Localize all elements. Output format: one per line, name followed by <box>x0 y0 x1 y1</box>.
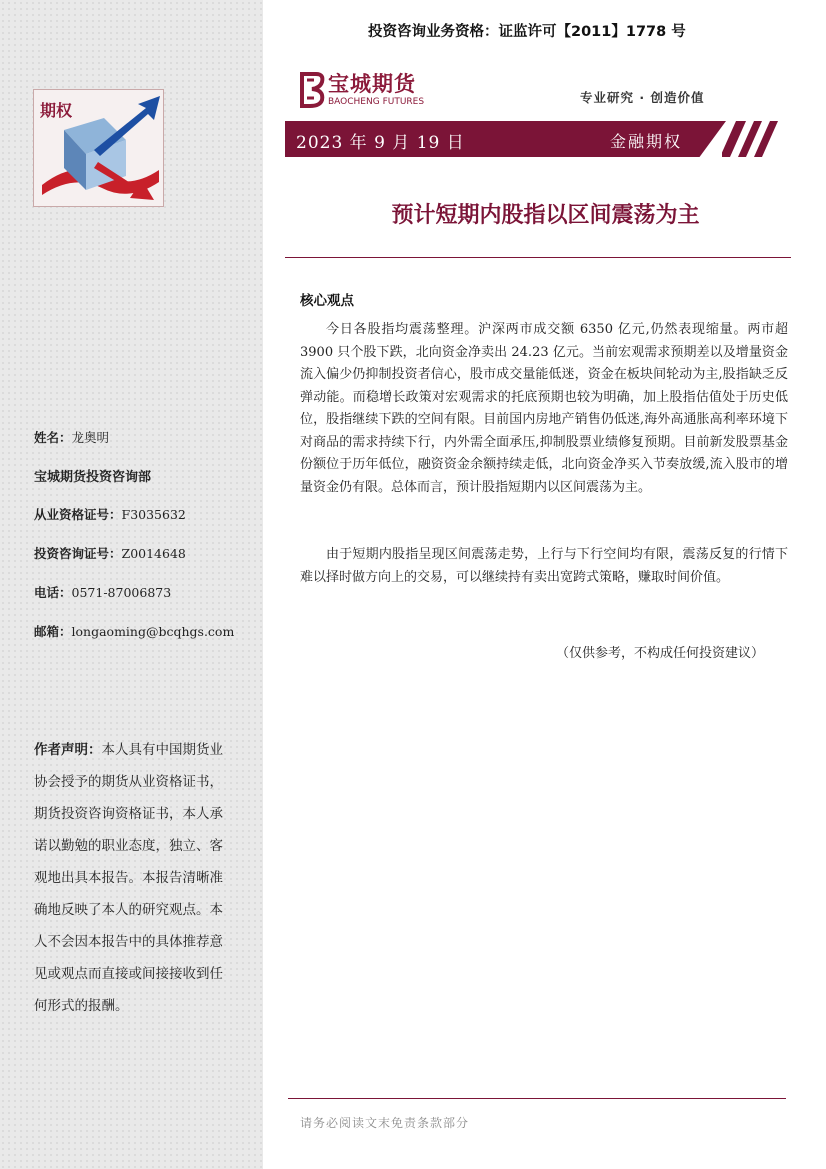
footer-divider <box>288 1098 786 1099</box>
brand-name: 宝城期货 <box>328 72 416 96</box>
section-heading: 核心观点 <box>300 293 354 309</box>
name-value: 龙奥明 <box>71 430 110 445</box>
report-category: 金融期权 <box>610 132 683 151</box>
declaration-label: 作者声明： <box>34 742 102 758</box>
declaration-text: 本人具有中国期货业协会授予的期货从业资格证书，期货投资咨询资格证书，本人承诺以勤勉的职业态度，独立、客观地出具本报告。本报告清晰准确地反映了本人的研究观点。本人不会因本报告中的具体推荐意见或观点而直接或间接接收到任何形式的报酬。 <box>34 742 223 1014</box>
author-name-field <box>34 428 109 446</box>
options-logo-image <box>33 89 164 207</box>
reference-note: （仅供参考，不构成任何投资建议） <box>556 646 765 661</box>
email-label: 邮箱： <box>34 624 72 639</box>
author-declaration <box>34 734 234 1022</box>
org-name: 宝城期货投资咨询部 <box>34 470 152 485</box>
brand-emblem-icon <box>298 70 326 108</box>
consult-label: 投资咨询证号： <box>34 546 122 561</box>
phone-field <box>34 583 171 601</box>
title-divider <box>285 257 791 258</box>
slogan: 专业研究 · 创造价值 <box>580 90 705 105</box>
license-line: 投资咨询业务资格：证监许可【2011】1778 号 <box>368 24 686 40</box>
brand-english: BAOCHENG FUTURES <box>328 97 425 107</box>
report-title: 预计短期内股指以区间震荡为主 <box>391 203 700 228</box>
name-label: 姓名： <box>34 430 72 445</box>
qual-value: F3035632 <box>121 507 186 522</box>
sidebar <box>0 0 263 1169</box>
brand-logo <box>298 70 448 110</box>
consult-field <box>34 544 186 562</box>
paragraph-1: 今日各股指均震荡整理。沪深两市成交额 6350 亿元,仍然表现缩量。两市超 3900 只个股下跌，北向资金净卖出 24.23 亿元。当前宏观需求预期差以及增量资金流入偏少仍抑制投资者信心，股市成交量能低迷，资金在板块间轮动为主,股指缺乏反弹动能。而稳增长政策对宏观需求的托底预期也较为明确，加上股指估值处于历史低位，股指继续下跌的空间有限。目前国内房地产销售仍低迷,海外高通胀高利率环境下对商品的需求持续下行，内外需全面承压,抑制股票业绩修复预期。目前新发股票基金份额位于历年低位，融资资金余额持续走低，北向资金净买入节奏放缓,流入股市的增量资金仍有限。总体而言，预计股指短期内以区间震荡为主。 <box>300 322 788 495</box>
phone-value: 0571-87006873 <box>71 585 172 600</box>
phone-label: 电话： <box>34 585 72 600</box>
email-value[interactable]: longaoming@bcqhgs.com <box>71 624 235 639</box>
footer-disclaimer-hint: 请务必阅读文末免责条款部分 <box>300 1116 470 1130</box>
qualification-field <box>34 505 186 523</box>
qual-label: 从业资格证号： <box>34 507 122 522</box>
consult-value: Z0014648 <box>121 546 186 561</box>
report-date: 2023 年 9 月 19 日 <box>296 133 465 153</box>
banner-stripes <box>722 121 786 157</box>
email-field <box>34 622 234 640</box>
logo-label: 期权 <box>40 101 73 120</box>
paragraph-2: 由于短期内股指呈现区间震荡走势，上行与下行空间均有限，震荡反复的行情下难以择时做方向上的交易，可以继续持有卖出宽跨式策略，赚取时间价值。 <box>300 547 788 585</box>
